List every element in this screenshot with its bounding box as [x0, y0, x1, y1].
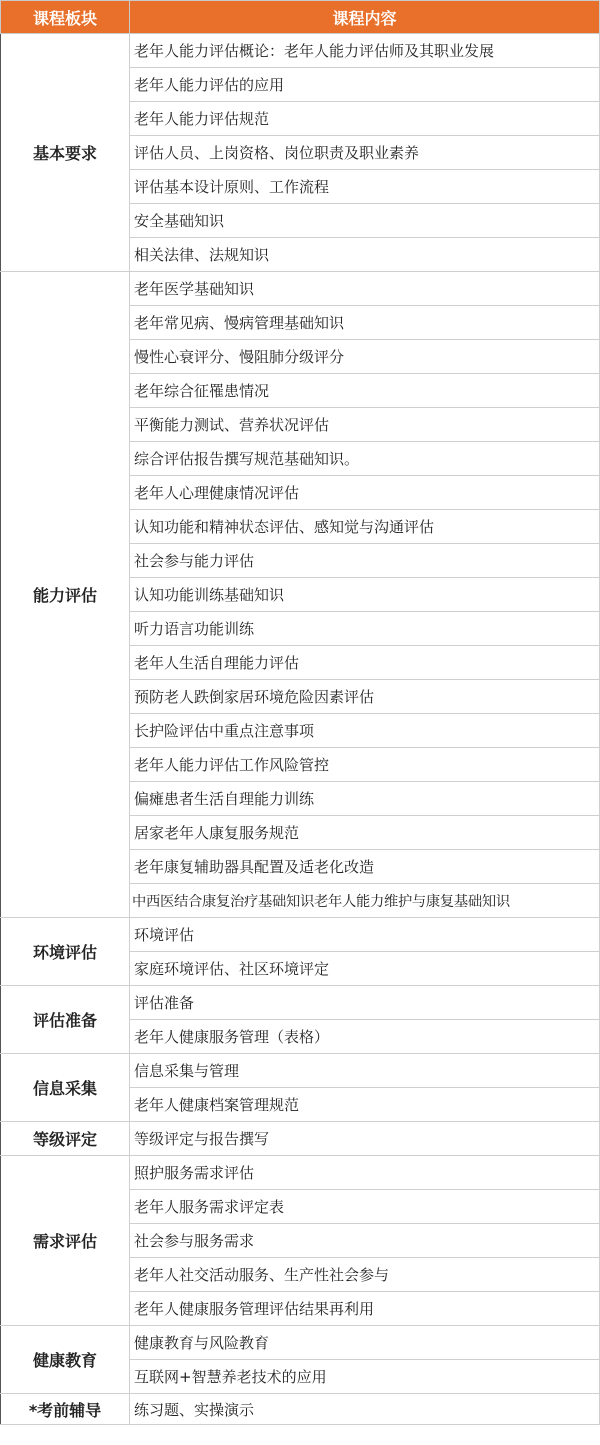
- course-item: 照护服务需求评估: [130, 1156, 600, 1190]
- course-item: 老年人服务需求评定表: [130, 1190, 600, 1224]
- module-name: *考前辅导: [1, 1394, 130, 1425]
- course-item: 练习题、实操演示: [130, 1394, 600, 1425]
- course-item: 老年人能力评估的应用: [130, 68, 600, 102]
- course-item: 健康教育与风险教育: [130, 1326, 600, 1360]
- course-item: 老年人健康服务管理（表格）: [130, 1020, 600, 1054]
- course-body: [1, 34, 600, 1425]
- course-item: 中西医结合康复治疗基础知识老年人能力维护与康复基础知识: [130, 884, 600, 918]
- course-item: 老年人社交活动服务、生产性社会参与: [130, 1258, 600, 1292]
- course-item: 老年人健康档案管理规范: [130, 1088, 600, 1122]
- course-item: 评估人员、上岗资格、岗位职责及职业素养: [130, 136, 600, 170]
- course-item: 老年医学基础知识: [130, 272, 600, 306]
- course-item: 安全基础知识: [130, 204, 600, 238]
- course-item: 互联网+智慧养老技术的应用: [130, 1360, 600, 1394]
- course-item: 评估准备: [130, 986, 600, 1020]
- course-item: 信息采集与管理: [130, 1054, 600, 1088]
- header-module: 课程板块: [1, 1, 130, 34]
- course-item: 慢性心衰评分、慢阻肺分级评分: [130, 340, 600, 374]
- header-row: [1, 1, 600, 34]
- table-row: [1, 34, 600, 68]
- course-item: 老年常见病、慢病管理基础知识: [130, 306, 600, 340]
- course-item: 老年人能力评估规范: [130, 102, 600, 136]
- course-item: 综合评估报告撰写规范基础知识。: [130, 442, 600, 476]
- module-name: 基本要求: [1, 34, 130, 272]
- course-item: 相关法律、法规知识: [130, 238, 600, 272]
- module-name: 需求评估: [1, 1156, 130, 1326]
- module-name: 环境评估: [1, 918, 130, 986]
- module-name: 等级评定: [1, 1122, 130, 1156]
- table-row: [1, 1054, 600, 1088]
- table-row: [1, 1122, 600, 1156]
- table-row: [1, 1394, 600, 1425]
- course-item: 环境评估: [130, 918, 600, 952]
- course-item: 认知功能和精神状态评估、感知觉与沟通评估: [130, 510, 600, 544]
- course-item: 居家老年人康复服务规范: [130, 816, 600, 850]
- course-item: 评估基本设计原则、工作流程: [130, 170, 600, 204]
- table-row: [1, 1156, 600, 1190]
- table-row: [1, 918, 600, 952]
- module-name: 能力评估: [1, 272, 130, 918]
- course-item: 老年人心理健康情况评估: [130, 476, 600, 510]
- module-name: 信息采集: [1, 1054, 130, 1122]
- table-row: [1, 1326, 600, 1360]
- course-item: 认知功能训练基础知识: [130, 578, 600, 612]
- course-item: 家庭环境评估、社区环境评定: [130, 952, 600, 986]
- course-item: 长护险评估中重点注意事项: [130, 714, 600, 748]
- table-row: [1, 272, 600, 306]
- course-item: 老年人能力评估概论：老年人能力评估师及其职业发展: [130, 34, 600, 68]
- course-item: 老年综合征罹患情况: [130, 374, 600, 408]
- course-item: 老年人能力评估工作风险管控: [130, 748, 600, 782]
- course-item: 老年康复辅助器具配置及适老化改造: [130, 850, 600, 884]
- header-content: 课程内容: [130, 1, 600, 34]
- course-item: 老年人健康服务管理评估结果再利用: [130, 1292, 600, 1326]
- module-name: 健康教育: [1, 1326, 130, 1394]
- module-name: 评估准备: [1, 986, 130, 1054]
- course-item: 预防老人跌倒家居环境危险因素评估: [130, 680, 600, 714]
- course-item: 平衡能力测试、营养状况评估: [130, 408, 600, 442]
- course-item: 社会参与能力评估: [130, 544, 600, 578]
- course-item: 听力语言功能训练: [130, 612, 600, 646]
- course-item: 老年人生活自理能力评估: [130, 646, 600, 680]
- table-row: [1, 986, 600, 1020]
- course-item: 偏瘫患者生活自理能力训练: [130, 782, 600, 816]
- course-item: 等级评定与报告撰写: [130, 1122, 600, 1156]
- course-item: 社会参与服务需求: [130, 1224, 600, 1258]
